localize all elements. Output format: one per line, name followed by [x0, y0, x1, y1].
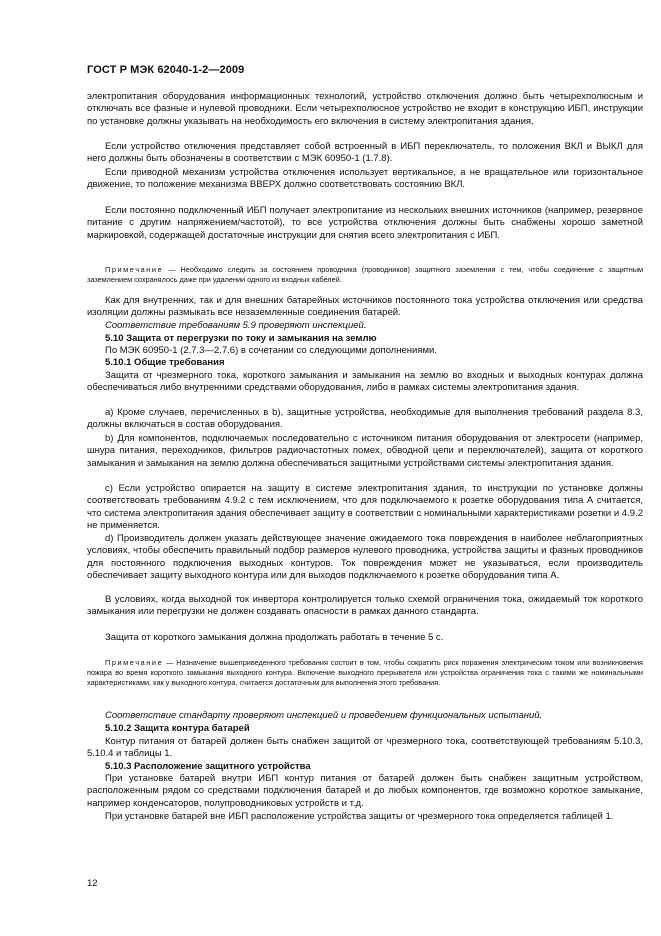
list-item — [87, 533, 643, 582]
list-item-b: b) Для компонентов, подключаемых последовательно с источником питания оборудования от электросети (например, шнура питания, переходников, фильтров радиочастотных помех, обводной цепи и переключателей), защита от короткого замыкания и замыкания на землю должна обеспечиваться защитными устройствами системы электропитания здания. — [87, 433, 643, 469]
section-heading — [87, 723, 643, 735]
document-header: ГОСТ Р МЭК 62040-1-2—2009 — [87, 64, 245, 76]
compliance-text: Соответствие стандарту проверяют инспекцией и проведением функциональных испытаний. — [105, 710, 543, 721]
paragraph — [87, 205, 643, 242]
heading-5-10-2: 5.10.2 Защита контура батарей — [105, 723, 250, 734]
paragraph — [87, 632, 643, 644]
paragraph — [87, 811, 643, 823]
paragraph — [87, 594, 643, 619]
note-text: — Назначение вышеприведенного требования состоит в том, чтобы сократить риск поражения электрическим током или возникновения пожара во время короткого замыкания выходного контура. Включение выходного прерывателя или устройства ограничения тока с такими же номинальными характеристиками, как у выходного контура, считается достаточным для выполнения этого требования. — [87, 658, 643, 688]
note-label: Примечание — [105, 658, 164, 667]
paragraph-text: При установке батарей вне ИБП расположение устройства защиты от чрезмерного тока определяется таблицей 1. — [105, 811, 614, 822]
paragraph — [87, 773, 643, 810]
section-heading — [87, 761, 643, 773]
list-item — [87, 407, 643, 432]
heading-5-10-1: 5.10.1 Общие требования — [105, 357, 225, 368]
paragraph — [87, 141, 643, 166]
note — [87, 265, 643, 285]
paragraph-text: Защита от короткого замыкания должна продолжать работать в течение 5 с. — [105, 632, 444, 643]
list-item — [87, 483, 643, 532]
paragraph — [87, 320, 643, 332]
section-heading — [87, 333, 643, 345]
compliance-text: Соответствие требованиям 5.9 проверяют инспекцией. — [105, 320, 367, 331]
paragraph-text: При установке батарей внутри ИБП контур питания от батарей должен быть снабжен защитным устройством, расположенным рядом со средствами подключения батарей и до любых компонентов, где возможно короткое замыкание, например конденсаторов, полупроводниковых устройств и т.д. — [87, 773, 643, 809]
paragraph — [87, 710, 643, 722]
paragraph — [87, 345, 643, 357]
heading-5-10-3: 5.10.3 Расположение защитного устройства — [105, 761, 311, 772]
paragraph-text: Если устройство отключения представляет собой встроенный в ИБП переключатель, то положения ВКЛ и ВЫКЛ для него должны быть обозначены в соответствии с МЭК 60950-1 (1.7.8). — [87, 141, 643, 165]
paragraph-text: Как для внутренних, так и для внешних батарейных источников постоянного тока устройства отключения или средства изоляции должны размыкать все незаземленные соединения батарей. — [87, 295, 643, 319]
note — [87, 658, 643, 689]
note-label: Примечание — [105, 265, 164, 274]
list-item-a: а) Кроме случаев, перечисленных в b), защитные устройства, необходимые для выполнения требований раздела 8.3, должны включаться в состав оборудования. — [87, 407, 643, 431]
paragraph-text: Если приводной механизм устройства отключения использует вертикальное, а не вращательное или горизонтальное движение, то положение механизма ВВЕРХ должно соответствовать состоянию ВКЛ. — [87, 167, 643, 191]
paragraph-text: Если постоянно подключенный ИБП получает электропитание из нескольких внешних источников (например, резервное питание с другим напряжением/частотой), то все устройства отключения должны быть снабжены хорошо заметной маркировкой, содержащей достаточные инструкции для снятия всего электропитания с ИБП. — [87, 205, 643, 241]
page-number: 12 — [87, 878, 98, 889]
list-item-c: с) Если устройство опирается на защиту в системе электропитания здания, то инструкции по установке должны соответствовать требованиям 4.9.2 с тем исключением, что для подключаемого к розетке оборудования типа А считается, что система электропитания здания обеспечивает защиту в соответствии с номинальными характеристиками розетки и 4.9.2 не применяется. — [87, 483, 643, 531]
paragraph — [87, 736, 643, 761]
paragraph-text: В условиях, когда выходной ток инвертора контролируется только схемой ограничения тока, ожидаемый ток короткого замыкания или перегрузки не должен создавать опасности в рамках данного стандарта. — [87, 594, 643, 618]
paragraph-text: По МЭК 60950-1 (2.7.3—2.7.6) в сочетании со следующими дополнениями. — [105, 345, 437, 356]
heading-5-10: 5.10 Защита от перегрузки по току и замыкания на землю — [105, 333, 377, 344]
paragraph-text: Защита от чрезмерного тока, короткого замыкания и замыкания на землю во входных и выходных контурах должна обеспечиваться либо внутренними средствами оборудования, либо в рамках системы электропитания здания. — [87, 370, 643, 394]
paragraph — [87, 91, 643, 128]
section-heading — [87, 357, 643, 369]
list-item-d: d) Производитель должен указать действующее значение ожидаемого тока повреждения в наиболее неблагоприятных условиях, чтобы обеспечить правильный подбор размеров нулевого проводника, устройства защиты и фазных проводников для постоянного подключения выходных контуров. Ток повреждения может не указываться, если производитель обеспечивает защиту выходного контура или для выходов подключаемого к розетке оборудования типа А. — [87, 533, 643, 581]
paragraph-text: электропитания оборудования информационных технологий, устройство отключения должно быть четырехполюсным и отключать все фазные и нулевой проводники. Если четырехполюсное устройство не входит в конструкцию ИБП, инструкции по установке должны указывать на необходимость его включения в систему электропитания здания. — [87, 91, 643, 127]
note-text: — Необходимо следить за состоянием проводника (проводников) защитного заземления с тем, чтобы соединение с защитным заземлением сохранялось даже при удалении одного из входных кабелей. — [87, 265, 643, 285]
list-item — [87, 433, 643, 470]
paragraph — [87, 167, 643, 192]
paragraph — [87, 370, 643, 395]
paragraph — [87, 295, 643, 320]
paragraph-text: Контур питания от батарей должен быть снабжен защитой от чрезмерного тока, соответствующей требованиям 5.10.3, 5.10.4 и таблицы 1. — [87, 736, 643, 760]
